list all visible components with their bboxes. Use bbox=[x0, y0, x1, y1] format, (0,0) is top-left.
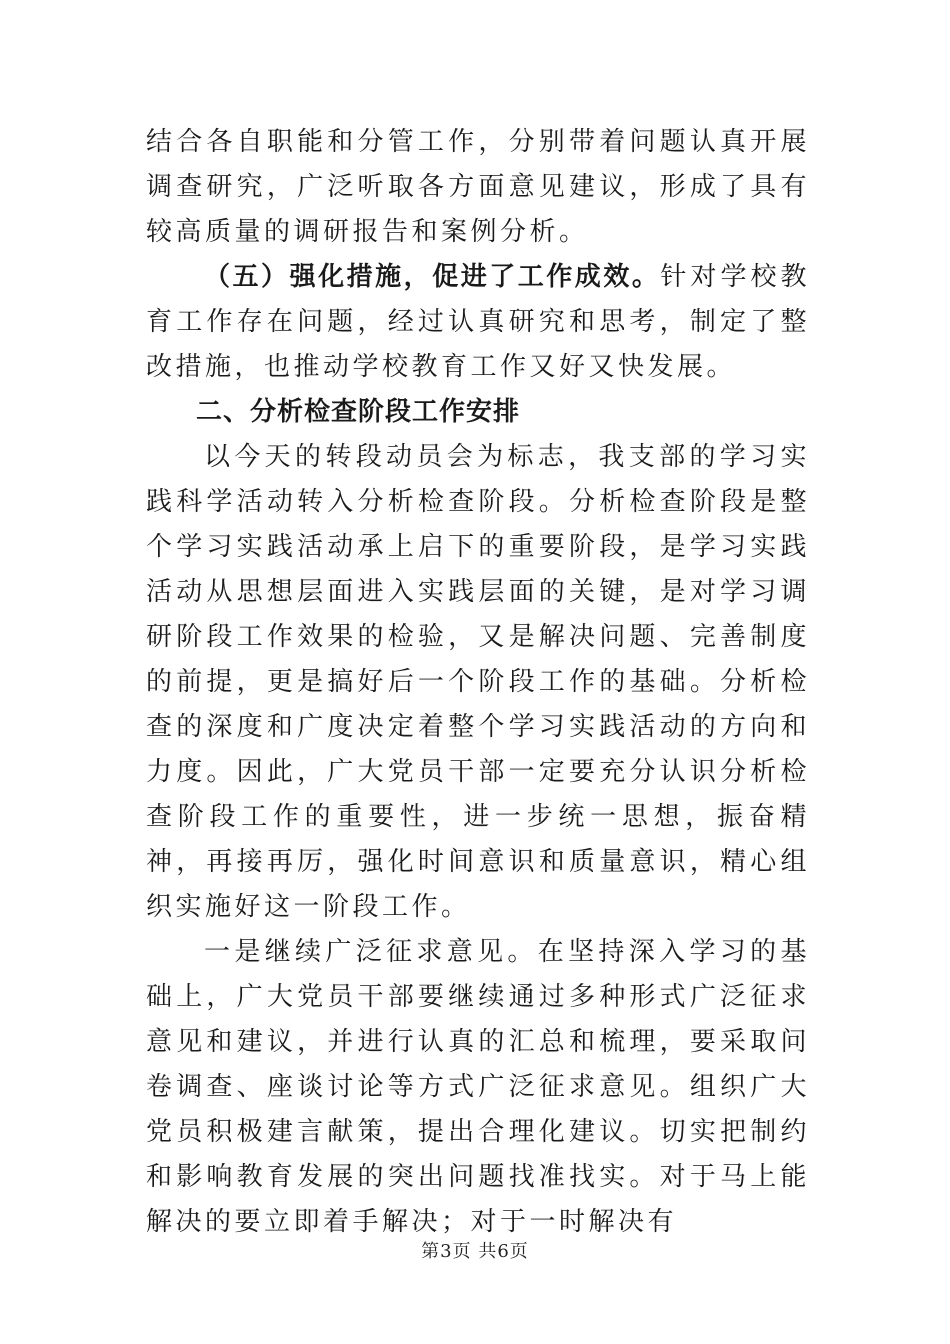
section-heading: 二、分析检查阶段工作安排 bbox=[196, 397, 521, 427]
paragraph-body-2: 一是继续广泛征求意见。在坚持深入学习的基础上，广大党员干部要继续通过多种形式广泛征求意见和建议，并进行认真的汇总和梳理，要采取问卷调查、座谈讨论等方式广泛征求意见。组织广大党员积极建言献策，提出合理化建议。切实把制约和影响教育发展的突出问题找准找实。对于马上能解决的要立即着手解决；对于一时解决有 bbox=[146, 937, 810, 1237]
paragraph-lead-bold: （五）强化措施，促进了工作成效。 bbox=[204, 262, 661, 292]
paragraph-section-five bbox=[146, 255, 810, 390]
paragraph-continuation bbox=[146, 120, 810, 255]
paragraph-body-1: 以今天的转段动员会为标志，我支部的学习实践科学活动转入分析检查阶段。分析检查阶段是整个学习实践活动承上启下的重要阶段，是学习实践活动从思想层面进入实践层面的关键，是对学习调研阶段工作效果的检验，又是解决问题、完善制度的前提，更是搞好后一个阶段工作的基础。分析检查的深度和广度决定着整个学习实践活动的方向和力度。因此，广大党员干部一定要充分认识分析检查阶段工作的重要性，进一步统一思想，振奋精神，再接再厉，强化时间意识和质量意识，精心组织实施好这一阶段工作。 bbox=[146, 442, 810, 922]
paragraph-text: 结合各自职能和分管工作，分别带着问题认真开展调查研究，广泛听取各方面意见建议，形成了具有较高质量的调研报告和案例分析。 bbox=[146, 127, 810, 247]
document-body bbox=[146, 120, 810, 1245]
paragraph-text: 针对学校教育工作存在问题，经过认真研究和思考，制定了整改措施，也推动学校教育工作又好又快发展。 bbox=[146, 262, 810, 382]
page-number-footer: 第3页 共6页 bbox=[421, 1241, 529, 1262]
